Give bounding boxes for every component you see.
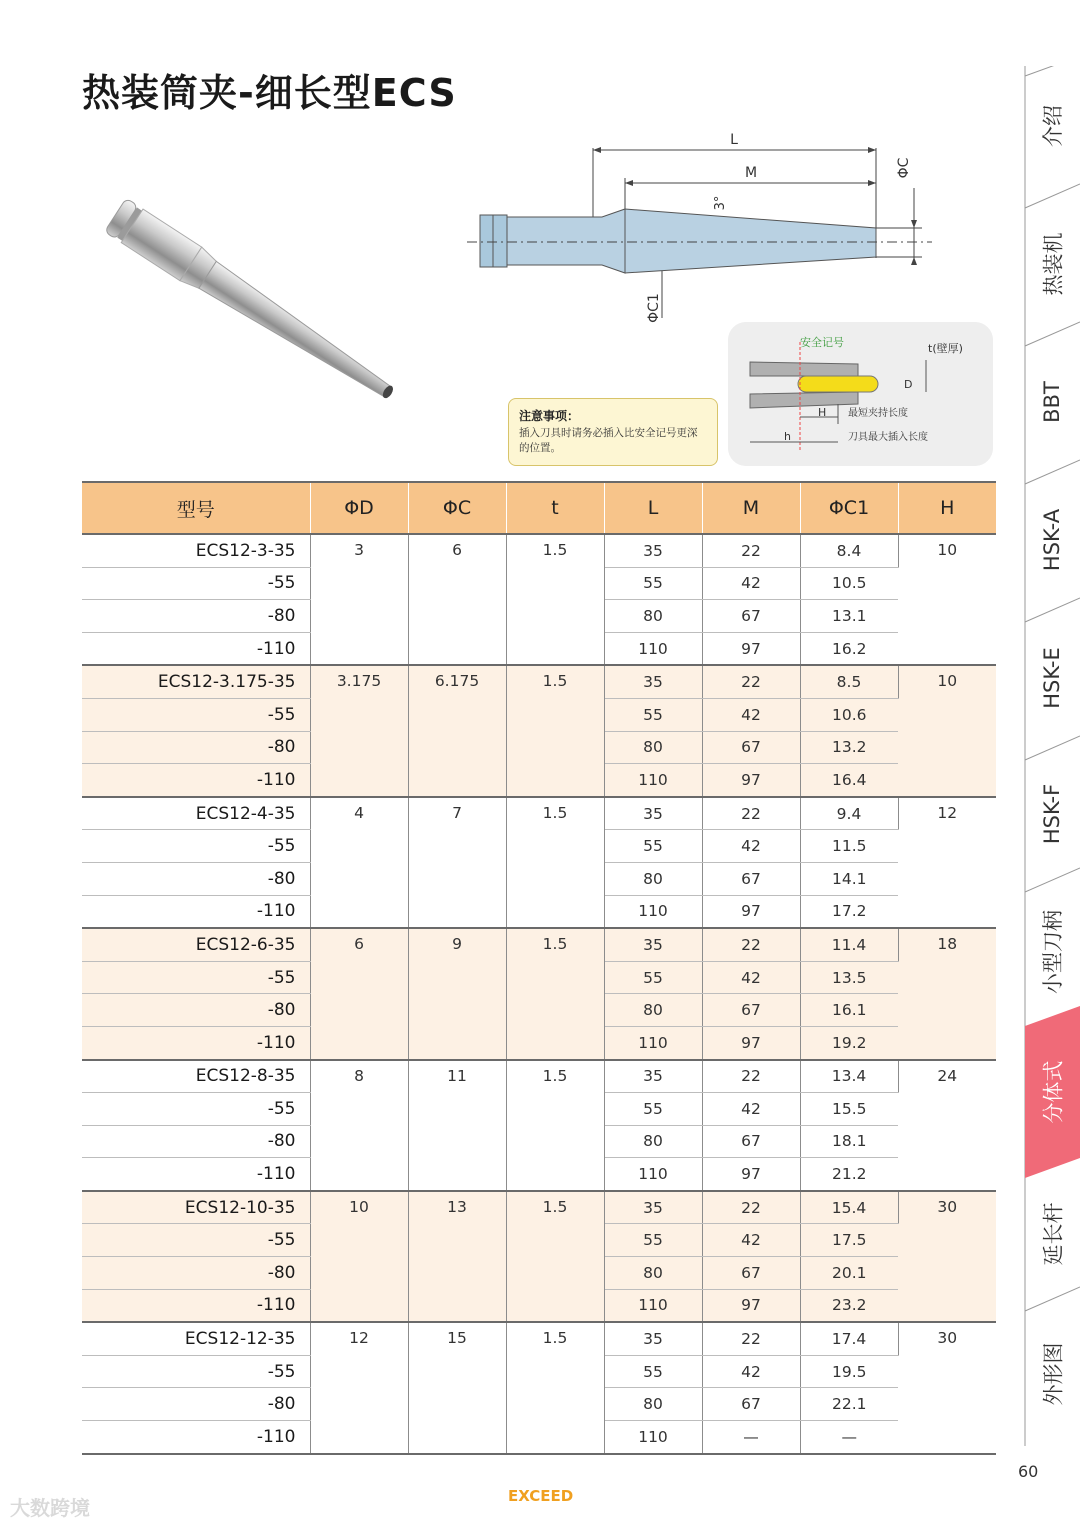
cell-model: -80 — [82, 862, 310, 895]
cell-L: 80 — [604, 862, 702, 895]
cell-t: 1.5 — [506, 534, 604, 665]
product-image — [90, 195, 435, 425]
dim-label-M: M — [744, 165, 758, 181]
cell-M: 22 — [702, 1322, 800, 1355]
cell-C1: 11.5 — [800, 830, 898, 863]
cell-L: 80 — [604, 1257, 702, 1290]
table-row — [82, 534, 996, 567]
cell-model: -110 — [82, 895, 310, 928]
cell-C: 9 — [408, 928, 506, 1059]
cell-L: 35 — [604, 1191, 702, 1224]
header-t: t — [506, 482, 604, 534]
cell-model: -55 — [82, 1355, 310, 1388]
cell-H: 10 — [898, 665, 996, 796]
cell-H: 24 — [898, 1060, 996, 1191]
cell-C1: 20.1 — [800, 1257, 898, 1290]
cell-t: 1.5 — [506, 665, 604, 796]
cell-L: 110 — [604, 1289, 702, 1322]
H-label: H — [818, 406, 827, 419]
note-title: 注意事项： — [519, 409, 580, 423]
cell-M: 67 — [702, 1388, 800, 1421]
cell-L: 55 — [604, 830, 702, 863]
cell-t: 1.5 — [506, 1322, 604, 1453]
cell-model: -80 — [82, 1257, 310, 1290]
cell-model: -110 — [82, 764, 310, 797]
note-box — [508, 398, 718, 466]
cell-M: 22 — [702, 1191, 800, 1224]
cell-C: 13 — [408, 1191, 506, 1322]
dim-label-angle: 3° — [713, 195, 728, 211]
cell-L: 80 — [604, 1388, 702, 1421]
cell-C: 6.175 — [408, 665, 506, 796]
cell-model: -110 — [82, 1158, 310, 1191]
header-L: L — [604, 482, 702, 534]
cell-L: 55 — [604, 567, 702, 600]
cell-C1: 14.1 — [800, 862, 898, 895]
cell-model: -80 — [82, 1125, 310, 1158]
table-row — [82, 1060, 996, 1093]
cell-C1: 13.5 — [800, 961, 898, 994]
cell-C1: 13.4 — [800, 1060, 898, 1093]
cell-C1: 18.1 — [800, 1125, 898, 1158]
cell-model: -80 — [82, 1388, 310, 1421]
spec-table — [82, 481, 996, 1455]
cell-L: 35 — [604, 797, 702, 830]
header-D: ΦD — [310, 482, 408, 534]
sidetab-bbt[interactable]: BBT — [1040, 381, 1064, 423]
cell-model: -55 — [82, 567, 310, 600]
header-H: H — [898, 482, 996, 534]
sidetab-extension[interactable]: 延长杆 — [1041, 1202, 1065, 1266]
cell-H: 18 — [898, 928, 996, 1059]
cell-C: 11 — [408, 1060, 506, 1191]
cell-C1: 9.4 — [800, 797, 898, 830]
cell-C1: 15.4 — [800, 1191, 898, 1224]
cell-M: 67 — [702, 600, 800, 633]
cell-model: ECS12-8-35 — [82, 1060, 310, 1093]
sidetab-split-type[interactable]: 分体式 — [1041, 1060, 1065, 1124]
cell-M: 42 — [702, 567, 800, 600]
page-number: 60 — [1018, 1462, 1039, 1481]
header-C: ΦC — [408, 482, 506, 534]
cell-M: 22 — [702, 1060, 800, 1093]
wall-thickness-label: t(壁厚) — [928, 342, 963, 355]
cell-C1: 17.2 — [800, 895, 898, 928]
cell-L: 110 — [604, 764, 702, 797]
min-length-label: 最短夹持长度 — [848, 408, 908, 419]
cell-L: 55 — [604, 1224, 702, 1257]
cell-t: 1.5 — [506, 1060, 604, 1191]
sidetab-shrink-machine[interactable]: 热装机 — [1041, 232, 1065, 296]
table-row — [82, 1322, 996, 1355]
cell-M: 42 — [702, 1093, 800, 1126]
cell-C: 7 — [408, 797, 506, 928]
cell-D: 3 — [310, 534, 408, 665]
cell-L: 55 — [604, 1093, 702, 1126]
cell-model: ECS12-3-35 — [82, 534, 310, 567]
cell-t: 1.5 — [506, 1191, 604, 1322]
cell-model: -55 — [82, 698, 310, 731]
cell-C1: 10.6 — [800, 698, 898, 731]
cell-L: 80 — [604, 600, 702, 633]
cell-L: 110 — [604, 1158, 702, 1191]
cell-model: ECS12-10-35 — [82, 1191, 310, 1224]
cell-t: 1.5 — [506, 928, 604, 1059]
cell-model: -55 — [82, 961, 310, 994]
table-row — [82, 665, 996, 698]
side-tabs — [1024, 66, 1080, 1446]
cell-model: -80 — [82, 731, 310, 764]
sidetab-hsk-e[interactable]: HSK-E — [1040, 647, 1065, 709]
cell-model: -110 — [82, 1421, 310, 1454]
cell-L: 35 — [604, 1060, 702, 1093]
max-length-label: 刀具最大插入长度 — [848, 432, 928, 443]
cell-L: 35 — [604, 534, 702, 567]
cell-L: 110 — [604, 1421, 702, 1454]
cell-model: -80 — [82, 600, 310, 633]
dim-label-C: ΦC — [896, 157, 912, 179]
cell-H: 10 — [898, 534, 996, 665]
safety-mark-label: 安全记号 — [800, 336, 844, 349]
cell-model: ECS12-3.175-35 — [82, 665, 310, 698]
cell-L: 80 — [604, 994, 702, 1027]
cell-H: 12 — [898, 797, 996, 928]
cell-D: 6 — [310, 928, 408, 1059]
cell-M: 67 — [702, 1125, 800, 1158]
cell-M: 22 — [702, 928, 800, 961]
cell-L: 80 — [604, 731, 702, 764]
table-row — [82, 797, 996, 830]
cell-C1: 19.5 — [800, 1355, 898, 1388]
cell-D: 10 — [310, 1191, 408, 1322]
dim-label-L: L — [730, 132, 738, 148]
sidetab-hsk-f[interactable]: HSK-F — [1040, 783, 1065, 845]
cell-M: 22 — [702, 797, 800, 830]
cell-C1: 19.2 — [800, 1026, 898, 1059]
cell-model: ECS12-12-35 — [82, 1322, 310, 1355]
cell-D: 3.175 — [310, 665, 408, 796]
cell-H: 30 — [898, 1322, 996, 1453]
d-label: D — [904, 378, 913, 391]
safety-mark-diagram — [728, 322, 993, 466]
cell-C: 15 — [408, 1322, 506, 1453]
cell-C1: 23.2 — [800, 1289, 898, 1322]
dimension-diagram — [462, 128, 932, 328]
cell-C1: 16.4 — [800, 764, 898, 797]
cell-C1: 16.1 — [800, 994, 898, 1027]
cell-L: 55 — [604, 698, 702, 731]
cell-L: 35 — [604, 665, 702, 698]
cell-H: 30 — [898, 1191, 996, 1322]
brand-logo: EXCEED — [508, 1487, 574, 1505]
cell-L: 80 — [604, 1125, 702, 1158]
cell-M: 97 — [702, 632, 800, 665]
cell-model: ECS12-4-35 — [82, 797, 310, 830]
cell-model: ECS12-6-35 — [82, 928, 310, 961]
cell-L: 110 — [604, 632, 702, 665]
cell-C1: 8.4 — [800, 534, 898, 567]
sidetab-hsk-a[interactable]: HSK-A — [1040, 508, 1065, 572]
cell-D: 12 — [310, 1322, 408, 1453]
note-body: 插入刀具时请务必插入比安全记号更深的位置。 — [519, 427, 698, 454]
page-title: 热装筒夹-细长型ECS — [82, 71, 457, 115]
cell-model: -80 — [82, 994, 310, 1027]
cell-M: — — [702, 1421, 800, 1454]
cell-C1: 13.2 — [800, 731, 898, 764]
cell-M: 97 — [702, 895, 800, 928]
cell-M: 42 — [702, 1355, 800, 1388]
cell-M: 42 — [702, 830, 800, 863]
sidetab-intro[interactable]: 介绍 — [1041, 105, 1065, 147]
cell-t: 1.5 — [506, 797, 604, 928]
cell-C1: — — [800, 1421, 898, 1454]
cell-C1: 21.2 — [800, 1158, 898, 1191]
cell-C1: 13.1 — [800, 600, 898, 633]
cell-model: -110 — [82, 632, 310, 665]
header-M: M — [702, 482, 800, 534]
cell-M: 97 — [702, 1289, 800, 1322]
cell-model: -110 — [82, 1026, 310, 1059]
cell-model: -110 — [82, 1289, 310, 1322]
watermark: 大数跨境 — [10, 1496, 90, 1520]
cell-L: 35 — [604, 1322, 702, 1355]
table-header-row — [82, 482, 996, 534]
cell-D: 4 — [310, 797, 408, 928]
header-model: 型号 — [82, 482, 310, 534]
cell-L: 110 — [604, 895, 702, 928]
cell-M: 97 — [702, 764, 800, 797]
sidetab-outline[interactable]: 外形图 — [1041, 1342, 1065, 1406]
cell-M: 97 — [702, 1158, 800, 1191]
h-label: h — [784, 430, 791, 443]
cell-M: 42 — [702, 961, 800, 994]
cell-C: 6 — [408, 534, 506, 665]
cell-M: 67 — [702, 731, 800, 764]
table-row — [82, 1191, 996, 1224]
cell-C1: 16.2 — [800, 632, 898, 665]
cell-C1: 15.5 — [800, 1093, 898, 1126]
cell-M: 67 — [702, 862, 800, 895]
cell-M: 67 — [702, 994, 800, 1027]
dim-label-C1: ΦC1 — [646, 293, 662, 323]
cell-M: 22 — [702, 665, 800, 698]
cell-L: 55 — [604, 961, 702, 994]
cell-M: 22 — [702, 534, 800, 567]
cell-M: 67 — [702, 1257, 800, 1290]
header-C1: ΦC1 — [800, 482, 898, 534]
sidetab-small-holder[interactable]: 小型刀柄 — [1041, 910, 1065, 994]
cell-M: 42 — [702, 698, 800, 731]
cell-M: 42 — [702, 1224, 800, 1257]
cell-C1: 22.1 — [800, 1388, 898, 1421]
cell-C1: 17.4 — [800, 1322, 898, 1355]
cell-model: -55 — [82, 1224, 310, 1257]
cell-L: 35 — [604, 928, 702, 961]
cell-L: 55 — [604, 1355, 702, 1388]
cell-model: -55 — [82, 830, 310, 863]
cell-M: 97 — [702, 1026, 800, 1059]
cell-model: -55 — [82, 1093, 310, 1126]
cell-C1: 17.5 — [800, 1224, 898, 1257]
cell-C1: 11.4 — [800, 928, 898, 961]
table-row — [82, 928, 996, 961]
cell-L: 110 — [604, 1026, 702, 1059]
cell-C1: 8.5 — [800, 665, 898, 698]
cell-C1: 10.5 — [800, 567, 898, 600]
cell-D: 8 — [310, 1060, 408, 1191]
